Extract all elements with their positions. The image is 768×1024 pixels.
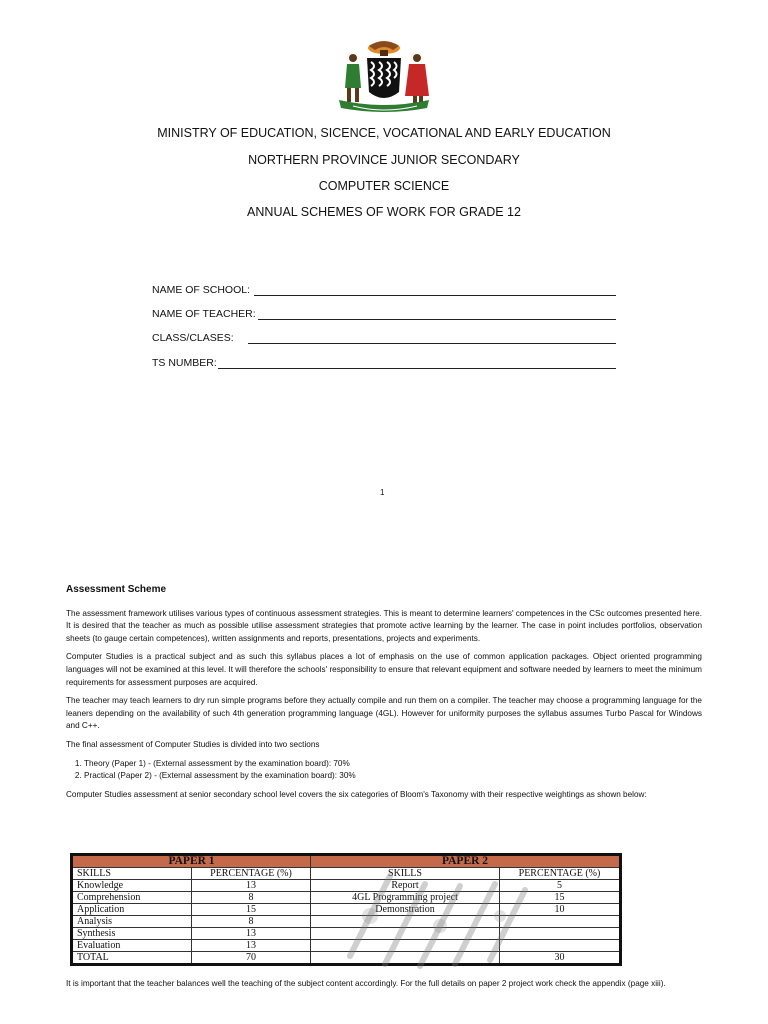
table-row	[72, 904, 621, 916]
assessment-paragraph-1: The assessment framework utilises various types of continuous assessment strategies. This is meant to determine learners' competences in the CSc outcomes presented here. It is desired that the teacher as much as possible utilise assessment strategies that promote active learning by the learner. The case in point includes portfolios, observation sheets (to gauge certain competences), written assignments and reports, presentations, projects and experiments.	[66, 608, 702, 643]
table-row	[72, 928, 621, 940]
province-title: NORTHERN PROVINCE JUNIOR SECONDARY	[248, 153, 520, 167]
percentage-cell: 8	[192, 892, 311, 904]
assessment-paragraph-3: The teacher may teach learners to dry run simple programs before they actually compile and run them on a compiler. The teacher may choose a programming language for the leaners depending on the availability of such 4th generation programming language (4GL). However for uniformity purposes the syllabus assumes Turbo Pascal for Windows and C++.	[66, 696, 702, 731]
percentage-cell: 13	[192, 880, 311, 892]
table-row	[72, 916, 621, 928]
list-item: 2. Practical (Paper 2) - (External assessment by the examination board): 30%	[84, 770, 702, 783]
skill-cell: Application	[72, 904, 192, 916]
class-field	[152, 332, 622, 344]
paper2-header: PAPER 2	[311, 855, 621, 868]
assessment-table	[70, 853, 622, 966]
school-name-field	[152, 284, 622, 296]
percentage-cell: 5	[500, 880, 621, 892]
total-empty-cell	[311, 952, 500, 965]
total-label-cell: TOTAL	[72, 952, 192, 965]
coat-of-arms-emblem	[333, 38, 435, 116]
percentage-cell: 8	[192, 916, 311, 928]
percentage-cell	[500, 928, 621, 940]
skill-cell: Report	[311, 880, 500, 892]
skill-cell: Synthesis	[72, 928, 192, 940]
skill-cell: Comprehension	[72, 892, 192, 904]
skill-cell: Demonstration	[311, 904, 500, 916]
ts-number-label: TS NUMBER:	[152, 357, 217, 369]
page-number: 1	[380, 488, 385, 497]
skill-cell: Analysis	[72, 916, 192, 928]
percentage-cell	[500, 940, 621, 952]
assessment-paragraph-4: The final assessment of Computer Studies is divided into two sections	[66, 739, 320, 749]
assessment-sections-list	[66, 758, 702, 783]
percentage-cell	[500, 916, 621, 928]
ts-number-field	[152, 357, 622, 369]
table-row	[72, 892, 621, 904]
closing-note: It is important that the teacher balances well the teaching of the subject content accordingly. For the full details on paper 2 project work check the appendix (page xiii).	[66, 979, 666, 988]
assessment-heading: Assessment Scheme	[66, 584, 167, 595]
assessment-table-wrap	[70, 853, 622, 969]
scheme-title: ANNUAL SCHEMES OF WORK FOR GRADE 12	[247, 205, 521, 219]
paper1-skills-header: SKILLS	[72, 868, 192, 880]
percentage-cell: 15	[500, 892, 621, 904]
table-row	[72, 940, 621, 952]
teacher-name-label: NAME OF TEACHER:	[152, 308, 256, 320]
school-name-label: NAME OF SCHOOL:	[152, 284, 251, 296]
table-total-row	[72, 952, 621, 965]
skill-cell	[311, 928, 500, 940]
percentage-cell: 13	[192, 928, 311, 940]
paper1-header: PAPER 1	[72, 855, 311, 868]
assessment-paragraph-2: Computer Studies is a practical subject and as such this syllabus places a lot of emphasis on the use of common application packages. Object oriented programming languages will not be examined at this level. It will therefore the schools' responsibility to ensure that relevant equipment and software needed by learners to meet the minimum requirements for assessment purposes are acquired.	[66, 652, 702, 687]
teacher-name-field	[152, 308, 622, 320]
total-paper2-cell: 30	[500, 952, 621, 965]
table-intro: Computer Studies assessment at senior secondary school level covers the six categories of Bloom's Taxonomy with their respective weightings as shown below:	[66, 789, 647, 799]
skill-cell: Knowledge	[72, 880, 192, 892]
class-label: CLASS/CLASES:	[152, 332, 234, 344]
percentage-cell: 10	[500, 904, 621, 916]
paper1-percentage-header: PERCENTAGE (%)	[192, 868, 311, 880]
assessment-section	[66, 584, 702, 807]
ministry-title: MINISTRY OF EDUCATION, SICENCE, VOCATIONAL AND EARLY EDUCATION	[157, 126, 611, 140]
list-item: 1. Theory (Paper 1) - (External assessment by the examination board): 70%	[84, 758, 702, 771]
paper2-skills-header: SKILLS	[311, 868, 500, 880]
skill-cell	[311, 940, 500, 952]
paper2-percentage-header: PERCENTAGE (%)	[500, 868, 621, 880]
percentage-cell: 15	[192, 904, 311, 916]
skill-cell: Evaluation	[72, 940, 192, 952]
subject-title: COMPUTER SCIENCE	[318, 179, 450, 193]
total-paper1-cell: 70	[192, 952, 311, 965]
table-row	[72, 880, 621, 892]
percentage-cell: 13	[192, 940, 311, 952]
skill-cell: 4GL Programming project	[311, 892, 500, 904]
skill-cell	[311, 916, 500, 928]
